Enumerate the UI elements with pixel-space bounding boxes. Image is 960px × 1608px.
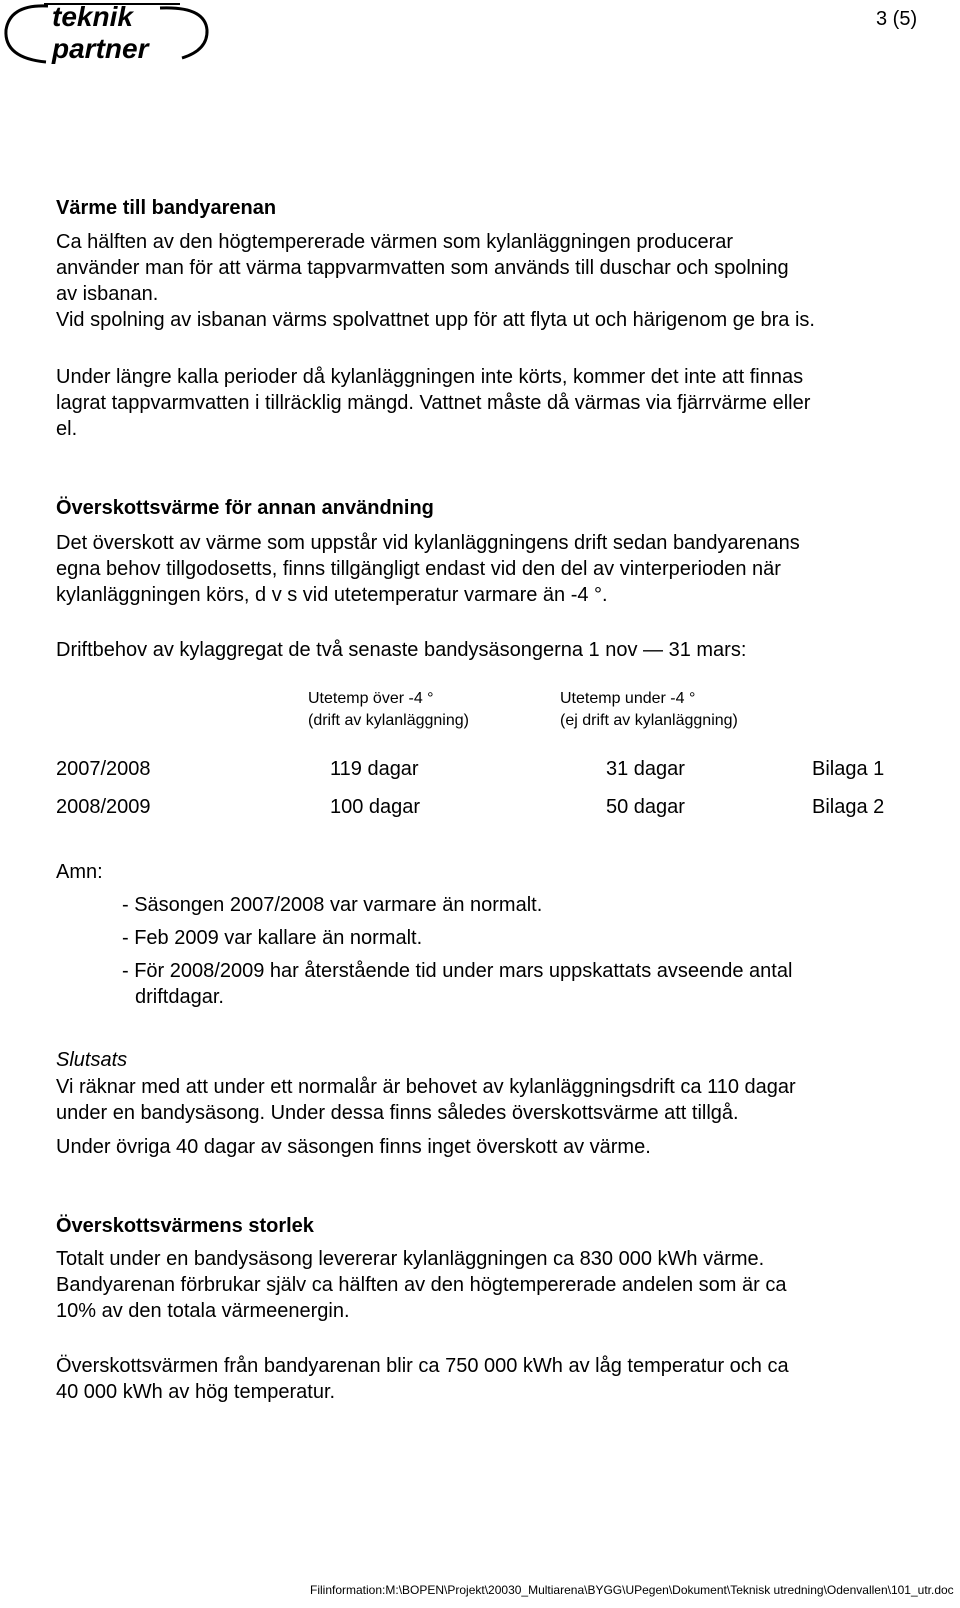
table-row-above: 119 dagar — [330, 758, 419, 780]
text-line: Bandyarenan förbrukar själv ca hälften av den högtempererade andelen som är ca — [56, 1274, 787, 1296]
table-row-season: 2008/2009 — [56, 796, 151, 818]
section1-paragraph-2 — [56, 364, 810, 442]
text-line: 40 000 kWh av hög temperatur. — [56, 1381, 336, 1403]
table-row-ref: Bilaga 1 — [812, 758, 885, 780]
table-row-above: 100 dagar — [330, 796, 421, 818]
text-line: lagrat tappvarmvatten i tillräcklig mängd. Vattnet måste då värmas via fjärrvärme eller — [56, 392, 811, 414]
note-item: - Säsongen 2007/2008 var varmare än normalt. — [122, 894, 543, 916]
table-col1-header — [308, 688, 469, 732]
page-number: 3 (5) — [876, 8, 918, 30]
text-line: under en bandysäsong. Under dessa finns således överskottsvärme att tillgå. — [56, 1102, 739, 1124]
text-line: 10% av den totala värmeenergin. — [56, 1300, 350, 1322]
text-line: kylanläggningen körs, d v s vid utetemperatur varmare än -4 °. — [56, 584, 608, 606]
text-line: Ca hälften av den högtempererade värmen som kylanläggningen producerar — [56, 231, 734, 253]
text-line: Vi räknar med att under ett normalår är behovet av kylanläggningsdrift ca 110 dagar — [56, 1076, 796, 1098]
note-item: - För 2008/2009 har återstående tid under mars uppskattats avseende antal — [122, 960, 793, 982]
logo-swoosh-left — [6, 6, 48, 62]
note-item: - Feb 2009 var kallare än normalt. — [122, 927, 423, 949]
drift-intro: Driftbehov av kylaggregat de två senaste bandysäsongerna 1 nov — 31 mars: — [56, 639, 747, 661]
section3-paragraph — [56, 1246, 786, 1324]
section-heading-storlek: Överskottsvärmens storlek — [56, 1215, 314, 1237]
logo-line2: partner — [52, 33, 149, 64]
section-heading-varme: Värme till bandyarenan — [56, 197, 277, 219]
section-heading-overskott: Överskottsvärme för annan användning — [56, 497, 434, 519]
notes-label: Amn: — [56, 861, 103, 883]
text-line: Vid spolning av isbanan värms spolvattnet upp för att flyta ut och härigenom ge bra is. — [56, 309, 815, 331]
section2-paragraph — [56, 530, 800, 608]
text-line: använder man för att värma tappvarmvatten som används till duschar och spolning — [56, 257, 789, 279]
section3-paragraph-2 — [56, 1353, 789, 1405]
note-item-continued: driftdagar. — [135, 986, 224, 1008]
teknik-partner-logo — [0, 0, 220, 70]
logo-swoosh-right — [160, 8, 207, 58]
text-line: el. — [56, 418, 78, 440]
text-line: av isbanan. — [56, 283, 159, 305]
file-info-footer: Filinformation:M:\BOPEN\Projekt\20030_Multiarena\BYGG\UPegen\Dokument\Teknisk utredning\Odenvallen\101_utr.doc — [310, 1583, 954, 1597]
table-row-season: 2007/2008 — [56, 758, 151, 780]
table-row-ref: Bilaga 2 — [812, 796, 885, 818]
text-line: egna behov tillgodosetts, finns tillgängligt endast vid den del av vinterperioden när — [56, 558, 781, 580]
col1-title: Utetemp över -4 ° — [308, 690, 434, 707]
conclusion-line3: Under övriga 40 dagar av säsongen finns inget överskott av värme. — [56, 1136, 651, 1158]
conclusion-heading: Slutsats — [56, 1049, 128, 1071]
col1-subtitle: (drift av kylanläggning) — [308, 712, 469, 729]
text-line: Det överskott av värme som uppstår vid kylanläggningens drift sedan bandyarenans — [56, 532, 800, 554]
text-line: Under längre kalla perioder då kylanläggningen inte körts, kommer det inte att finnas — [56, 366, 804, 388]
col2-subtitle: (ej drift av kylanläggning) — [560, 712, 738, 729]
table-row-below: 31 dagar — [606, 758, 685, 780]
section1-paragraph — [56, 229, 815, 333]
text-line: Totalt under en bandysäsong levererar kylanläggningen ca 830 000 kWh värme. — [56, 1248, 765, 1270]
logo-line1: teknik — [52, 1, 133, 32]
text-line: Överskottsvärmen från bandyarenan blir ca 750 000 kWh av låg temperatur och ca — [56, 1355, 789, 1377]
col2-title: Utetemp under -4 ° — [560, 690, 696, 707]
table-col2-header — [560, 688, 738, 732]
table-row-below: 50 dagar — [606, 796, 685, 818]
conclusion-paragraph — [56, 1074, 796, 1126]
